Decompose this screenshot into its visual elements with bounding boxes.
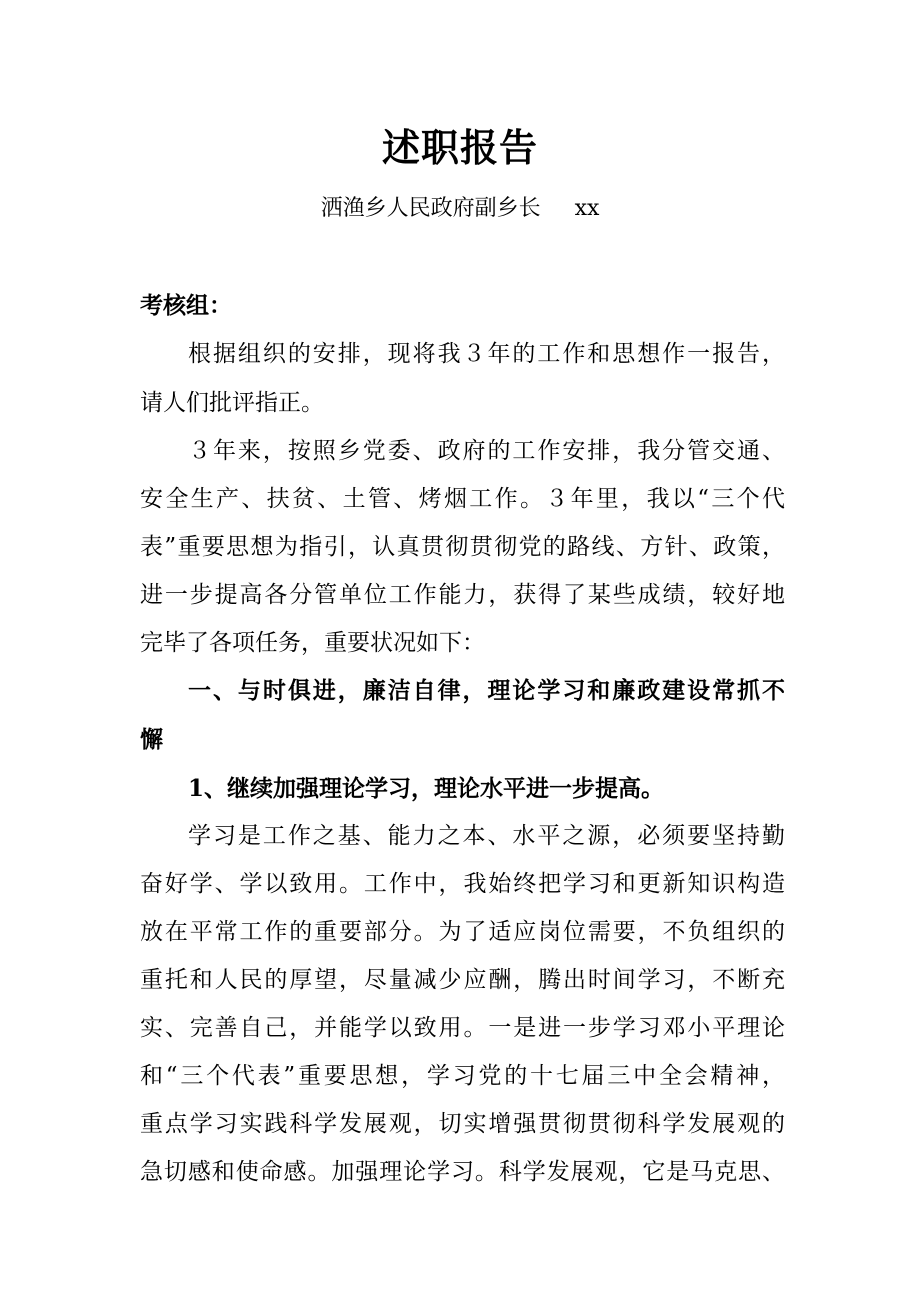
author-name: xx xyxy=(574,196,600,221)
author-role: 洒渔乡人民政府副乡长 xyxy=(320,196,541,221)
subsection-heading: 1、继续加强理论学习，理论水平进一步提高。 xyxy=(188,775,665,802)
author-byline xyxy=(0,192,920,226)
document-title: 述职报告 xyxy=(381,125,538,170)
paragraph-line: 根据组织的安排，现将我３年的工作和思想作一报告， xyxy=(188,341,785,367)
paragraph-line: ３年来，按照乡党委、政府的工作安排，我分管交通、 xyxy=(188,438,785,464)
paragraph-line: 奋好学、学以致用。工作中，我始终把学习和更新知识构造 xyxy=(140,871,785,897)
paragraph-line: 重托和人民的厚望，尽量减少应酬，腾出时间学习，不断充 xyxy=(140,967,785,993)
paragraph-line: 安全生产、扶贫、土管、烤烟工作。３年里，我以“三个代 xyxy=(140,486,785,512)
section-heading: 一、与时俱进，廉洁自律，理论学习和廉政建设常抓不 xyxy=(188,677,785,704)
paragraph-line: 实、完善自己，并能学以致用。一是进一步学习邓小平理论 xyxy=(140,1015,785,1041)
paragraph-line: 学习是工作之基、能力之本、水平之源，必须要坚持勤 xyxy=(188,823,785,849)
paragraph-line: 放在平常工作的重要部分。为了适应岗位需要，不负组织的 xyxy=(140,919,785,945)
paragraph-line: 表”重要思想为指引，认真贯彻贯彻党的路线、方针、政策， xyxy=(140,534,785,560)
paragraph-line: 和“三个代表”重要思想，学习党的十七届三中全会精神， xyxy=(140,1063,785,1089)
salutation: 考核组： xyxy=(140,292,232,319)
section-heading-continued: 懈 xyxy=(140,726,163,753)
paragraph-line: 进一步提高各分管单位工作能力，获得了某些成绩，较好地 xyxy=(140,582,785,608)
paragraph-line: 完毕了各项任务，重要状况如下： xyxy=(140,630,485,656)
paragraph-line: 急切感和使命感。加强理论学习。科学发展观，它是马克思、 xyxy=(140,1159,785,1185)
paragraph-line: 重点学习实践科学发展观，切实增强贯彻贯彻科学发展观的 xyxy=(140,1111,785,1137)
paragraph-line: 请人们批评指正。 xyxy=(140,390,324,416)
